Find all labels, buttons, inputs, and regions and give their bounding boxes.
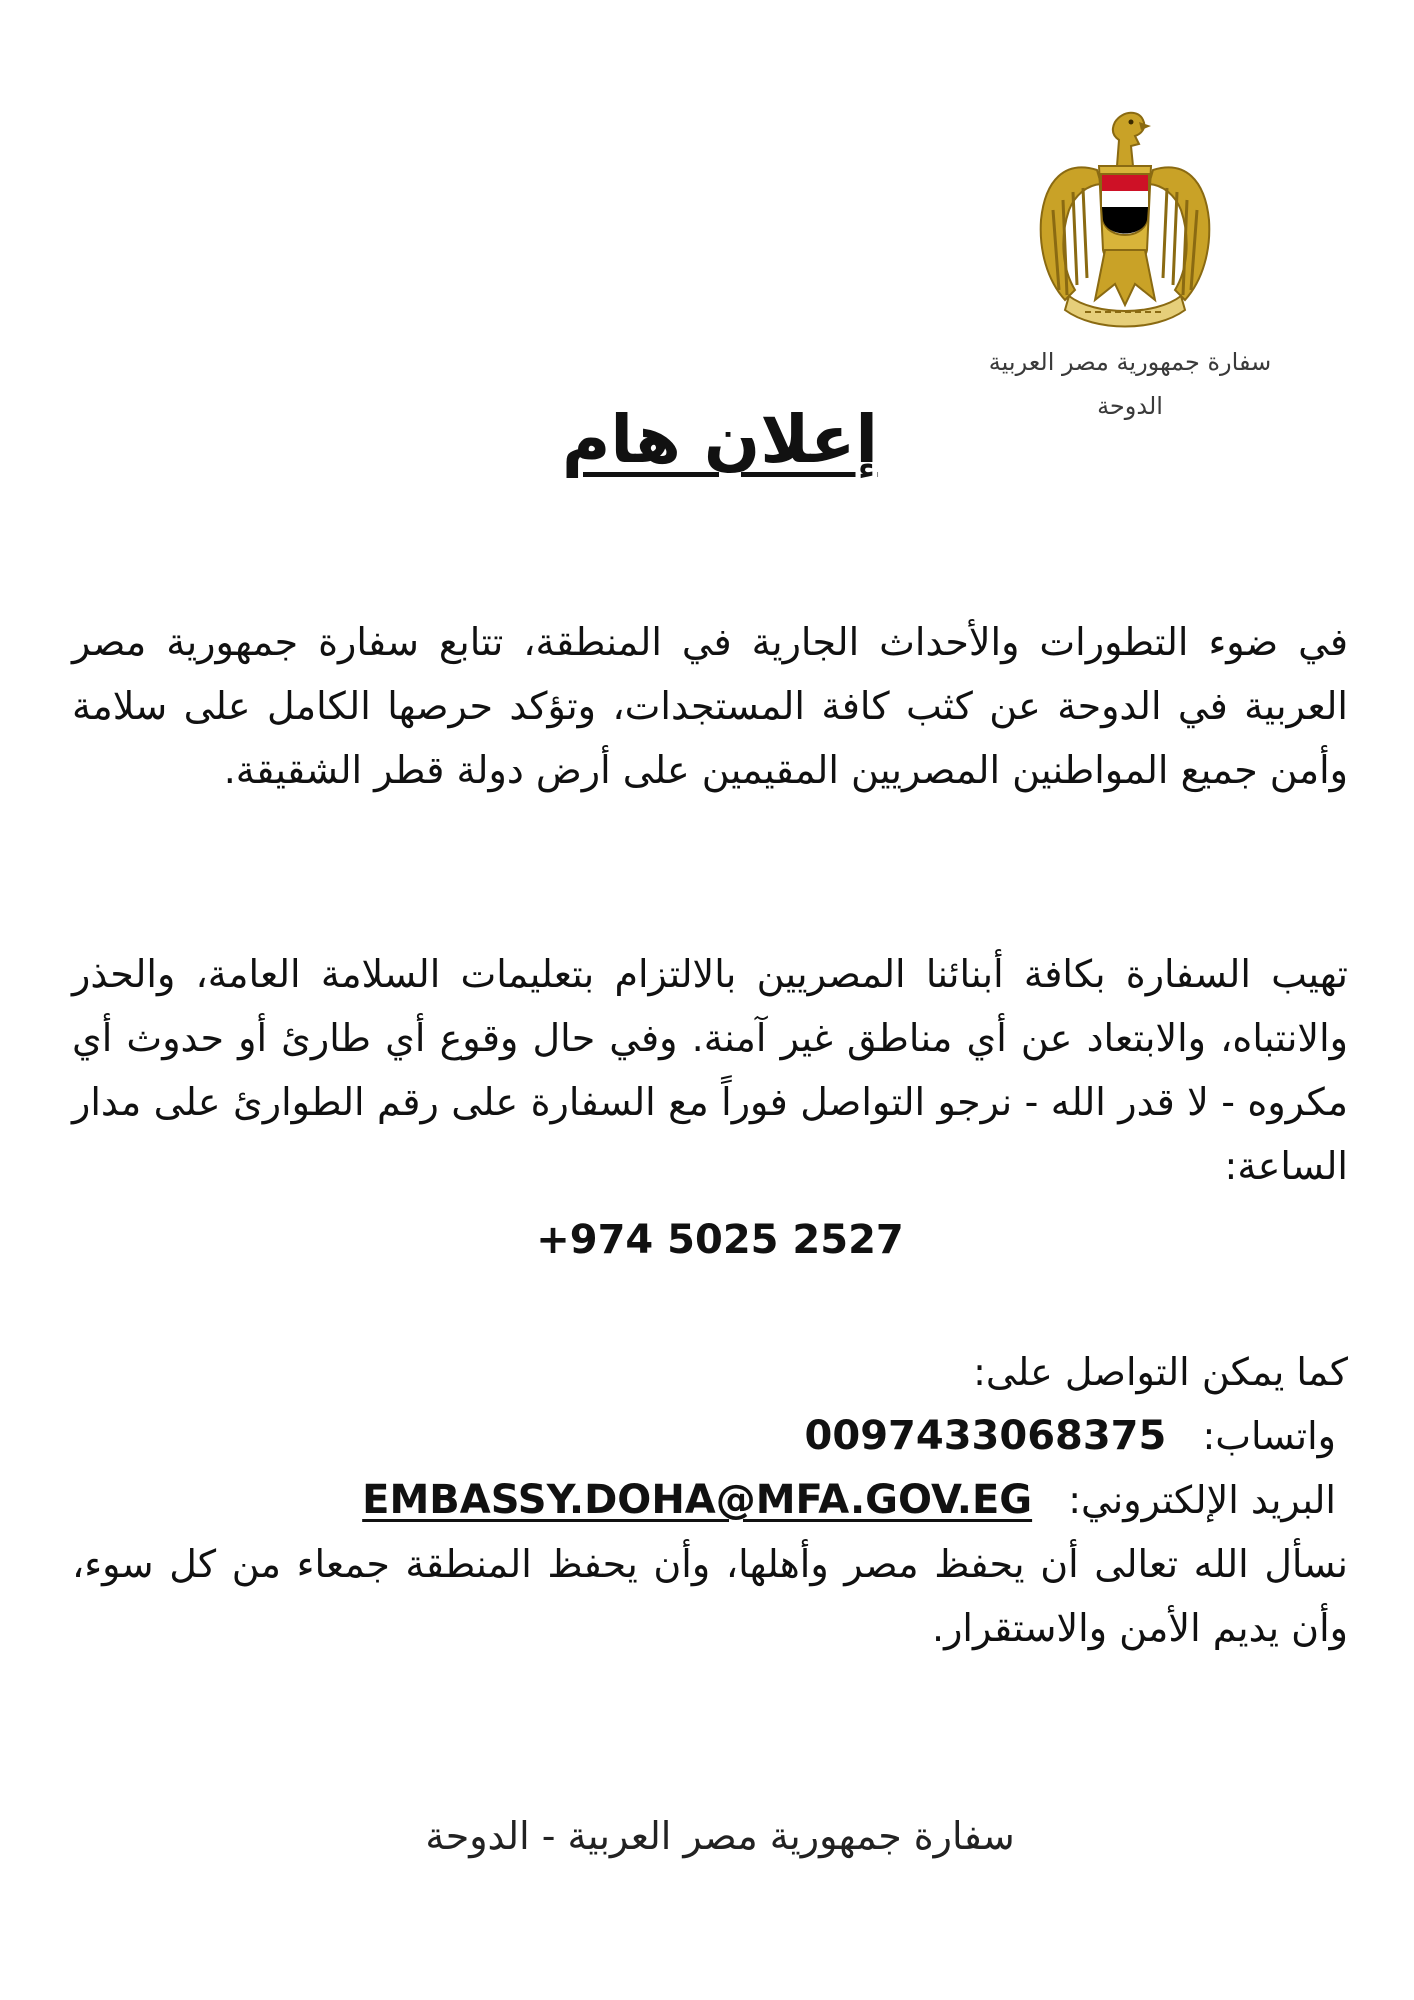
egypt-eagle-emblem-icon (1035, 100, 1215, 340)
page-title: إعلان هام (561, 401, 879, 478)
closing-prayer-paragraph: نسأل الله تعالى أن يحفظ مصر وأهلها، وأن يحفظ المنطقة جمعاء من كل سوء، وأن يديم الأمن والاستقرار. (72, 1542, 1348, 1650)
emblem-caption-city: الدوحة (1097, 392, 1163, 420)
whatsapp-number[interactable]: 0097433068375 (804, 1413, 1167, 1459)
email-label: البريد الإلكتروني: (1068, 1478, 1336, 1522)
embassy-signature: سفارة جمهورية مصر العربية - الدوحة (425, 1814, 1015, 1858)
safety-instructions-paragraph: تهيب السفارة بكافة أبنائنا المصريين بالالتزام بتعليمات السلامة العامة، والحذر والانتباه، والابتعاد عن أي مناطق غير آمنة. وفي حال وقوع أي طارئ أو حدوث أي مكروه - لا قدر الله - نرجو التواصل فوراً مع السفارة على رقم الطوارئ على مدار الساعة: (72, 952, 1348, 1188)
email-contact (72, 1468, 1336, 1532)
email-link[interactable]: EMBASSY.DOHA@MFA.GOV.EG (362, 1477, 1033, 1523)
emergency-phone-number[interactable]: +974 5025 2527 (536, 1217, 904, 1263)
contact-intro: كما يمكن التواصل على: (973, 1350, 1348, 1394)
emblem-caption (940, 340, 1320, 428)
whatsapp-contact (72, 1404, 1336, 1468)
intro-paragraph: في ضوء التطورات والأحداث الجارية في المنطقة، تتابع سفارة جمهورية مصر العربية في الدوحة عن كثب كافة المستجدات، وتؤكد حرصها الكامل على سلامة وأمن جميع المواطنين المصريين المقيمين على أرض دولة قطر الشقيقة. (72, 620, 1348, 792)
whatsapp-label: واتساب: (1202, 1414, 1336, 1458)
emblem-caption-embassy: سفارة جمهورية مصر العربية (988, 348, 1272, 376)
